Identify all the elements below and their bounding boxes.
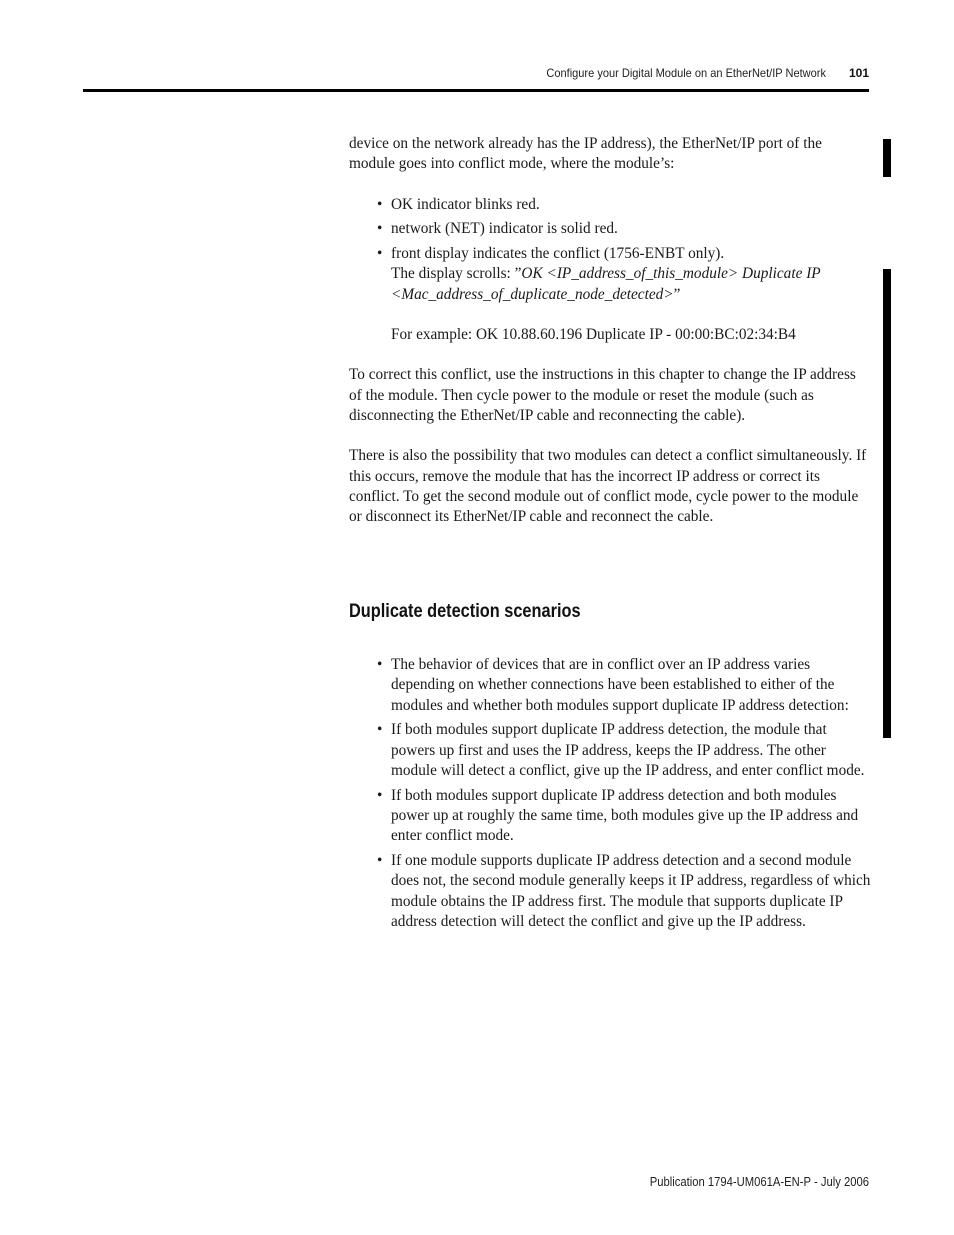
bullet-glyph: • bbox=[377, 220, 383, 238]
list-item: • front display indicates the conflict (1756-ENBT only). The display scrolls: ”OK <IP_address_of_this_module> Duplicate IP <Mac_address_of_duplicate_node_detected>” For example: OK 10.88.60.196 Duplicate IP - 00:00:BC:02:34:B4 bbox=[349, 244, 871, 345]
section-heading: Duplicate detection scenarios bbox=[349, 601, 581, 622]
section-conflict-mode bbox=[349, 134, 871, 527]
list-item: • If one module supports duplicate IP address detection and a second module does not, the second module generally keeps it IP address, regardless of which module obtains the IP address first. The module that supports duplicate IP address detection will detect the conflict and give up the IP address. bbox=[377, 852, 871, 931]
change-bar bbox=[883, 139, 891, 177]
bullet-glyph: • bbox=[377, 656, 383, 673]
indicator-list bbox=[349, 195, 871, 346]
page-number: 101 bbox=[848, 66, 869, 80]
list-item: • network (NET) indicator is solid red. bbox=[349, 219, 871, 239]
bullet-glyph: • bbox=[377, 786, 383, 804]
running-header-title: Configure your Digital Module on an EtherNet/IP Network bbox=[546, 66, 826, 80]
list-item: • OK indicator blinks red. bbox=[349, 195, 871, 215]
list-item: • If both modules support duplicate IP address detection and both modules power up at roughly the same time, both modules give up the IP address and enter conflict mode. bbox=[377, 786, 859, 845]
header-rule bbox=[83, 89, 869, 92]
change-bar bbox=[883, 269, 891, 738]
publication-footer: Publication 1794-UM061A-EN-P - July 2006 bbox=[649, 1175, 869, 1189]
two-modules-paragraph: There is also the possibility that two modules can detect a conflict simultaneously. If this occurs, remove the module that has the incorrect IP address or correct its conflict. To get the second module out of conflict mode, cycle power to the module or disconnect its EtherNet/IP cable and reconnect the cable. bbox=[349, 447, 867, 526]
section-duplicate-scenarios bbox=[349, 655, 871, 937]
correct-conflict-paragraph: To correct this conflict, use the instructions in this chapter to change the IP address of the module. Then cycle power to the module or reset the module (such as disconnecting the EtherNet/IP cable and reconnecting the cable). bbox=[349, 366, 856, 424]
display-scroll-text: The display scrolls: ”OK <IP_address_of_this_module> Duplicate IP <Mac_address_of_duplicate_node_detected>” bbox=[391, 265, 821, 303]
list-item: • The behavior of devices that are in conflict over an IP address varies depending on whether connections have been established to either of the modules and whether both modules support duplicate IP address detection: bbox=[377, 656, 849, 714]
bullet-glyph: • bbox=[377, 245, 383, 263]
scenario-list bbox=[349, 655, 871, 932]
list-item: • If both modules support duplicate IP address detection, the module that powers up first and uses the IP address, keeps the IP address. The other module will detect a conflict, give up the IP address, and enter conflict mode. bbox=[377, 721, 865, 779]
bullet-glyph: • bbox=[377, 195, 383, 213]
example-text: For example: OK 10.88.60.196 Duplicate IP - 00:00:BC:02:34:B4 bbox=[391, 326, 796, 344]
display-format: OK <IP_address_of_this_module> Duplicate IP <Mac_address_of_duplicate_node_detected> bbox=[391, 265, 821, 303]
bullet-glyph: • bbox=[377, 852, 383, 870]
bullet-glyph: • bbox=[377, 721, 383, 739]
intro-paragraph: device on the network already has the IP address), the EtherNet/IP port of the module goes into conflict mode, where the module’s: bbox=[349, 135, 822, 173]
